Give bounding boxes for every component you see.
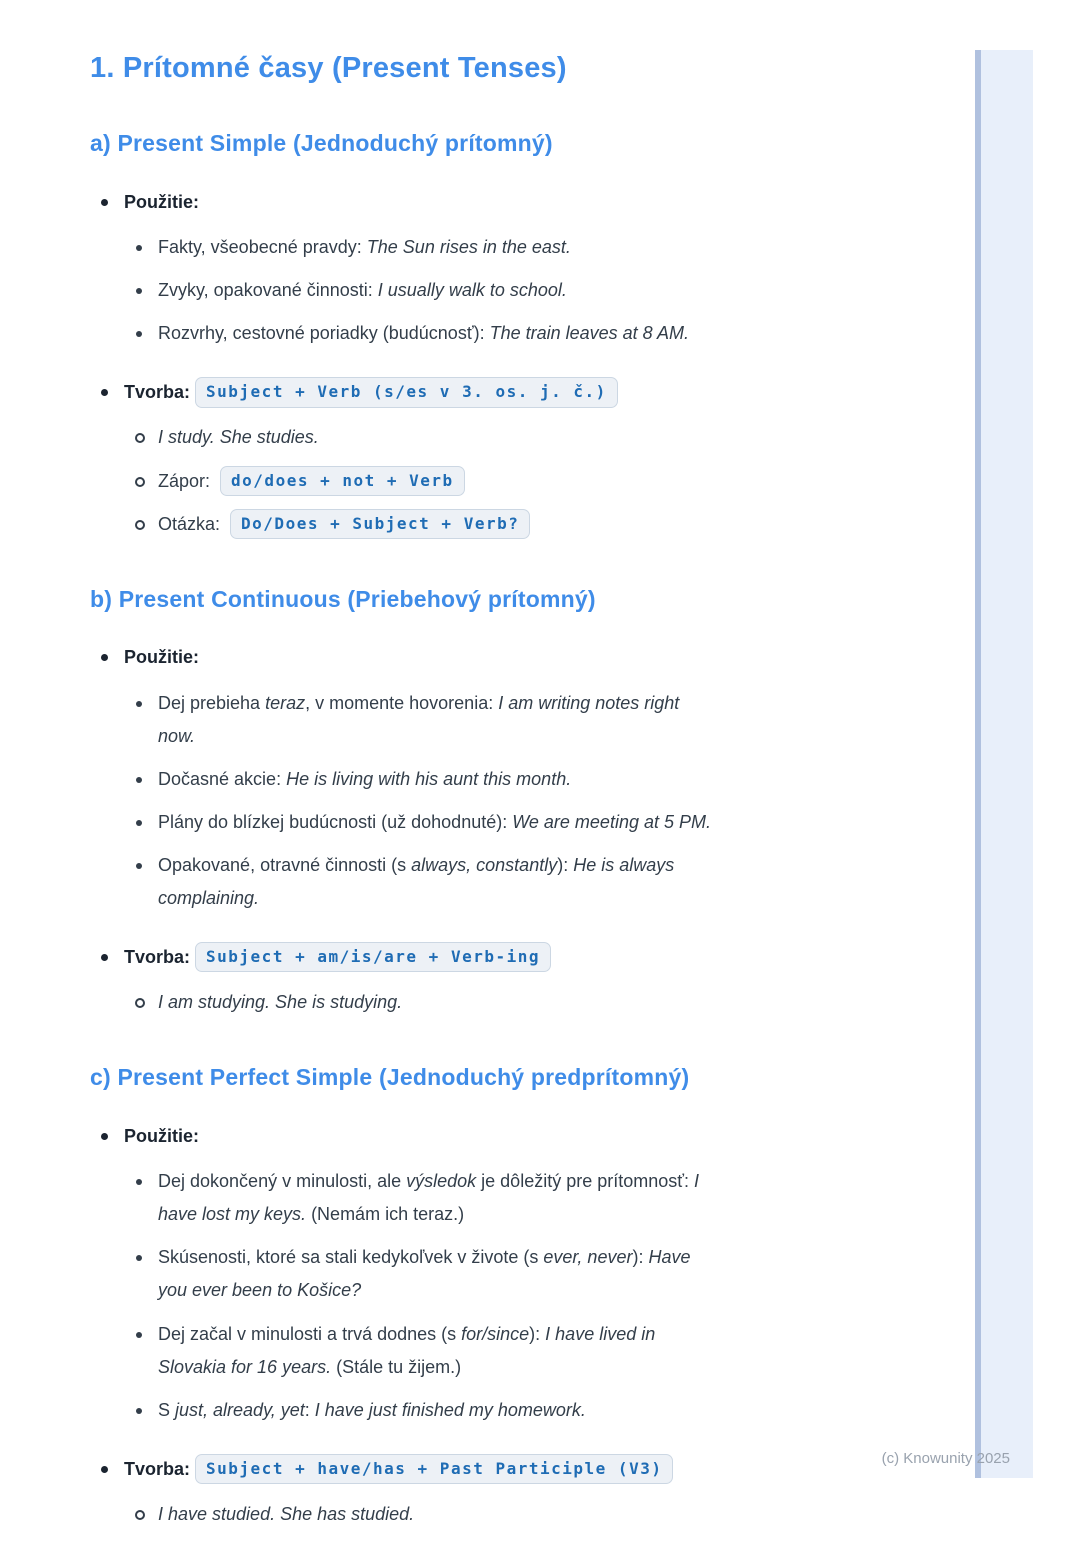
nested-list — [124, 421, 835, 540]
nested-list — [124, 1498, 835, 1531]
section-heading: a) Present Simple (Jednoduchý prítomný) — [90, 130, 553, 157]
section-heading: b) Present Continuous (Priebehový prítomný) — [90, 585, 596, 612]
text-segment: , v momente hovorenia: — [305, 692, 499, 713]
text-segment: Opakované, otravné činnosti (s — [158, 854, 412, 875]
bullet-list — [90, 641, 835, 1019]
text-segment: He is living with his aunt this month. — [286, 768, 572, 789]
text-segment: Použitie: — [124, 191, 199, 212]
text-segment: ever, never — [543, 1247, 633, 1268]
text-segment: I usually walk to school. — [377, 280, 567, 301]
text-segment: We are meeting at 5 PM. — [512, 811, 711, 832]
section-b — [90, 586, 835, 1020]
text-segment: Rozvrhy, cestovné poriadky (budúcnosť): — [158, 323, 490, 344]
text-segment: just, already, yet — [175, 1399, 305, 1420]
list-item — [124, 1498, 835, 1531]
nested-list — [124, 231, 835, 350]
list-item — [124, 1241, 835, 1307]
formula-chip: Subject + have/has + Past Participle (V3) — [195, 1454, 673, 1484]
list-item — [124, 421, 835, 454]
formula-chip: Subject + Verb (s/es v 3. os. j. č.) — [195, 377, 618, 407]
formula-chip: Do/Does + Subject + Verb? — [230, 509, 530, 539]
list-group — [90, 376, 835, 540]
formula-chip: Subject + am/is/are + Verb-ing — [195, 942, 551, 972]
text-segment: The Sun rises in the east. — [366, 237, 571, 258]
list-group — [90, 1120, 835, 1427]
list-group — [90, 941, 835, 1019]
list-item — [124, 508, 835, 541]
text-segment: Použitie: — [124, 647, 199, 668]
list-item — [124, 849, 835, 915]
text-segment: Fakty, všeobecné pravdy: — [158, 237, 367, 258]
nested-list — [124, 986, 835, 1019]
text-segment: I have lived in Slovakia for 16 years. — [158, 1323, 656, 1377]
text-segment: I am writing notes right now. — [158, 692, 680, 746]
list-item — [124, 1394, 835, 1427]
list-item — [124, 274, 835, 307]
text-segment: Zápor: — [158, 470, 216, 491]
list-item — [124, 986, 835, 1019]
text-segment: always, constantly — [411, 854, 558, 875]
list-group — [90, 641, 835, 915]
list-item — [124, 763, 835, 796]
text-segment: (Nemám ich teraz.) — [306, 1204, 465, 1225]
text-segment: I study. She studies. — [158, 427, 319, 448]
list-item — [124, 806, 835, 839]
bullet-list — [90, 186, 835, 541]
list-group — [90, 1453, 835, 1531]
text-segment: teraz — [265, 692, 306, 713]
text-segment: Tvorba: — [124, 947, 191, 968]
text-segment: ): — [632, 1247, 649, 1268]
document-body — [90, 0, 835, 1557]
text-segment: Dej dokončený v minulosti, ale — [158, 1171, 407, 1192]
list-item — [124, 465, 835, 498]
text-segment: ): — [557, 854, 574, 875]
text-segment: I have just finished my homework. — [314, 1399, 586, 1420]
list-item — [124, 687, 835, 753]
text-segment: The train leaves at 8 AM. — [489, 323, 690, 344]
text-segment: Tvorba: — [124, 382, 191, 403]
page-margin-bar — [975, 50, 1033, 1478]
list-item — [124, 1165, 835, 1231]
list-item — [124, 1318, 835, 1384]
sections-container — [90, 130, 835, 1531]
text-segment: (Stále tu žijem.) — [331, 1356, 462, 1377]
bullet-list — [90, 1120, 835, 1531]
text-segment: I have studied. She has studied. — [158, 1503, 415, 1524]
text-segment: ): — [529, 1323, 546, 1344]
text-segment: Dej začal v minulosti a trvá dodnes (s — [158, 1323, 462, 1344]
text-segment: Skúsenosti, ktoré sa stali kedykoľvek v živote (s — [158, 1247, 544, 1268]
page-title: 1. Prítomné časy (Present Tenses) — [90, 52, 567, 84]
copyright-notice: (c) Knowunity 2025 — [881, 1450, 1010, 1467]
text-segment: Zvyky, opakované činnosti: — [158, 280, 378, 301]
text-segment: S — [158, 1399, 176, 1420]
nested-list — [124, 687, 835, 916]
section-heading: c) Present Perfect Simple (Jednoduchý predprítomný) — [90, 1064, 690, 1091]
list-item — [124, 317, 835, 350]
text-segment: Tvorba: — [124, 1458, 191, 1479]
text-segment: : — [304, 1399, 315, 1420]
section-c — [90, 1064, 835, 1531]
text-segment: I have lost my keys. — [158, 1171, 700, 1225]
text-segment: Plány do blízkej budúcnosti (už dohodnuté): — [158, 811, 513, 832]
list-item — [124, 231, 835, 264]
text-segment: výsledok — [406, 1171, 477, 1192]
list-group — [90, 186, 835, 350]
text-segment: Použitie: — [124, 1125, 199, 1146]
text-segment: He is always complaining. — [158, 854, 675, 909]
text-segment: je dôležitý pre prítomnosť: — [476, 1171, 695, 1192]
nested-list — [124, 1165, 835, 1427]
text-segment: for/since — [461, 1323, 530, 1344]
formula-chip: do/does + not + Verb — [220, 466, 465, 496]
text-segment: Dej prebieha — [158, 692, 266, 713]
section-a — [90, 130, 835, 540]
text-segment: Otázka: — [158, 513, 226, 534]
text-segment: I am studying. She is studying. — [158, 992, 403, 1013]
text-segment: Have you ever been to Košice? — [158, 1247, 691, 1301]
text-segment: Dočasné akcie: — [158, 768, 287, 789]
